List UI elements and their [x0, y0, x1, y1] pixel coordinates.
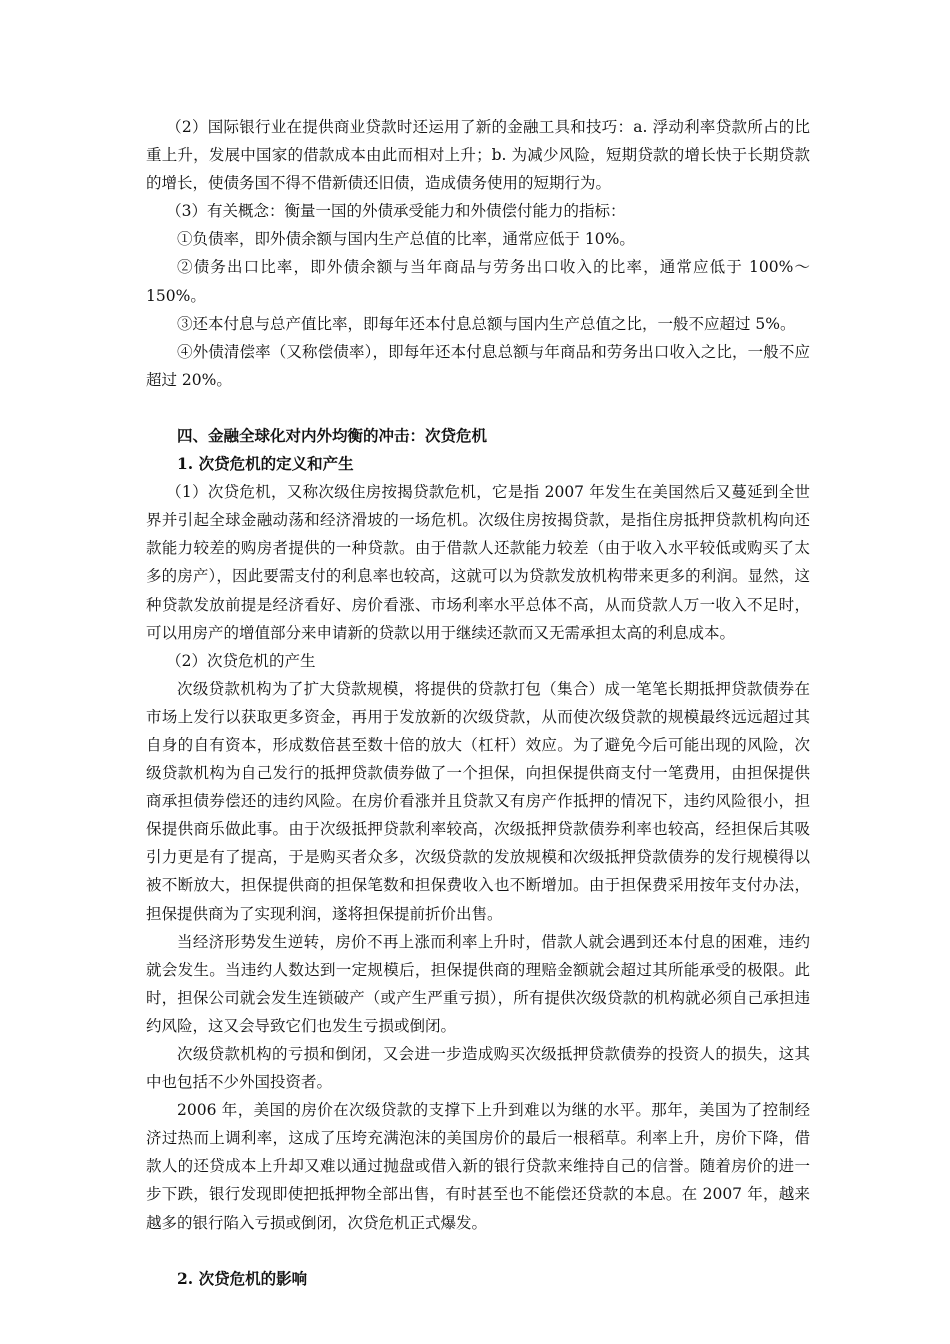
paragraph-debt-service-ratio: ④外债清偿率（又称偿债率），即每年还本付息总额与年商品和劳务出口收入之比，一般不应超过 20%。 [146, 342, 810, 389]
paragraph-investor-losses: 次级贷款机构的亏损和倒闭，又会进一步造成购买次级抵押贷款债券的投资人的损失，这其中也包括不少外国投资者。 [146, 1045, 810, 1092]
paragraph-loan-tools: （2）国际银行业在提供商业贷款时还运用了新的金融工具和技巧：a. 浮动利率贷款所占的比重上升，发展中国家的借款成本由此而相对上升；b. 为减少风险，短期贷款的增长快于长期贷款的增长，使债务国不得不借新债还旧债，造成债务使用的短期行为。 [146, 118, 810, 193]
paragraph-subprime-mechanism: 次级贷款机构为了扩大贷款规模，将提供的贷款打包（集合）成一笔笔长期抵押贷款债券在市场上发行以获取更多资金，再用于发放新的次级贷款，从而使次级贷款的规模最终远远超过其自身的自有资本，形成数倍甚至数十倍的放大（杠杆）效应。为了避免今后可能出现的风险，次级贷款机构为自己发行的抵押贷款债券做了一个担保，向担保提供商支付一笔费用，由担保提供商承担债券偿还的违约风险。在房价看涨并且贷款又有房产作抵押的情况下，违约风险很小，担保提供商乐做此事。由于次级抵押贷款利率较高，次级抵押贷款债券利率也较高，经担保后其吸引力更是有了提高，于是购买者众多，次级贷款的发放规模和次级抵押贷款债券的发行规模得以被不断放大，担保提供商的担保笔数和担保费收入也不断增加。由于担保费采用按年支付办法，担保提供商为了实现利润，遂将担保提前折价出售。 [146, 679, 810, 923]
document-body [146, 113, 810, 1293]
spacer [146, 394, 810, 422]
paragraph-concepts: （3）有关概念：衡量一国的外债承受能力和外债偿付能力的指标： [166, 202, 626, 221]
sub-heading-definition: 1. 次贷危机的定义和产生 [177, 454, 354, 474]
sub-heading-impact: 2. 次贷危机的影响 [177, 1268, 308, 1288]
paragraph-subprime-definition: （1）次贷危机，又称次级住房按揭贷款危机，它是指 2007 年发生在美国然后又蔓延到全世界并引起全球金融动荡和经济滑坡的一场危机。次级住房按揭贷款，是指住房抵押贷款机构向还款能力较差的购房者提供的一种贷款。由于借款人还款能力较差（由于收入水平较低或购买了太多的房产），因此要需支付的利息率也较高，这就可以为贷款发放机构带来更多的利润。显然，这种贷款发放前提是经济看好、房价看涨、市场利率水平总体不高，从而贷款人万一收入不足时，可以用房产的增值部分来申请新的贷款以用于继续还款而又无需承担太高的利息成本。 [146, 483, 810, 642]
paragraph-economic-reversal: 当经济形势发生逆转，房价不再上涨而利率上升时，借款人就会遇到还本付息的困难，违约就会发生。当违约人数达到一定规模后，担保提供商的理赔金额就会超过其所能承受的极限。此时，担保公司就会发生连锁破产（或产生严重亏损），所有提供次级贷款的机构就必须自己承担违约风险，这又会导致它们也发生亏损或倒闭。 [146, 932, 810, 1035]
paragraph-debt-ratio: ①负债率，即外债余额与国内生产总值的比率，通常应低于 10%。 [177, 230, 635, 249]
spacer [146, 1237, 810, 1265]
paragraph-2006-2007: 2006 年，美国的房价在次级贷款的支撑下上升到难以为继的水平。那年，美国为了控制经济过热而上调利率，这成了压垮充满泡沫的美国房价的最后一根稻草。利率上升，房价下降，借款人的还贷成本上升却又难以通过抛盘或借入新的银行贷款来维持自己的信誉。随着房价的进一步下跌，银行发现即使把抵押物全部出售，有时甚至也不能偿还贷款的本息。在 2007 年，越来越多的银行陷入亏损或倒闭，次贷危机正式爆发。 [146, 1101, 810, 1232]
paragraph-debt-export-ratio: ②债务出口比率，即外债余额与当年商品与劳务出口收入的比率，通常应低于 100%～150%。 [146, 258, 810, 305]
paragraph-service-gdp-ratio: ③还本付息与总产值比率，即每年还本付息总额与国内生产总值之比，一般不应超过 5%。 [177, 314, 796, 333]
section-heading: 四、金融全球化对内外均衡的冲击：次贷危机 [177, 425, 488, 445]
paragraph-subprime-origin-title: （2）次贷危机的产生 [166, 651, 316, 670]
